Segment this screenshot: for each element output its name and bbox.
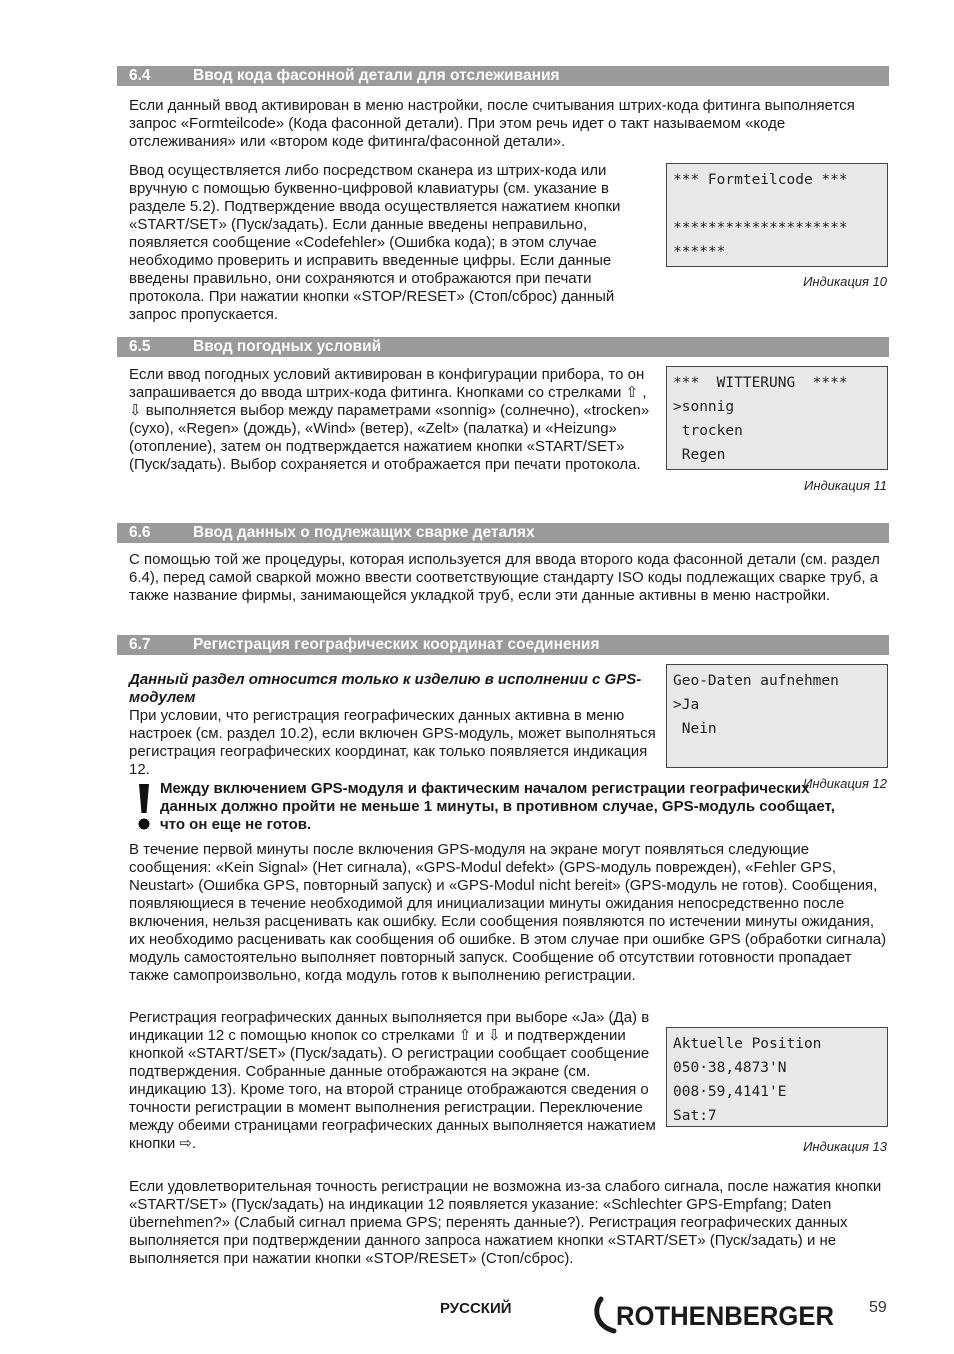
- paragraph-6-7-intro: При условии, что регистрация географических данных активна в меню настроек (см. раздел 10.2), если включен GPS-модуль, может выполняться регистрация географических координат, как только появляется индикация 12.: [129, 707, 656, 778]
- gps-note: Данный раздел относится только к изделию в исполнении с GPS-модулем: [129, 671, 642, 706]
- display-indication-13: [666, 1027, 888, 1127]
- display-line: trocken: [673, 423, 743, 439]
- caption-indication-10: Индикация 10: [803, 274, 887, 289]
- section-header-6-7: [117, 635, 889, 655]
- paragraph-6-4-input: Ввод осуществляется либо посредством сканера из штрих-кода или вручную с помощью буквенно-цифровой клавиатуры (см. указание в разделе 5.2). Подтверждение ввода осуществляется нажатием кнопки «START/SET» (Пуск/задать). Если данные введены неправильно, появляется сообщение «Codefehler» (Ошибка кода); в этом случае необходимо проверить и исправить введенные цифры. Если данные введены правильно, они сохраняются и отображаются при печати протокола. При нажатии кнопки «STOP/RESET» (Стоп/сброс) данный запрос пропускается.: [129, 162, 621, 323]
- exclamation-icon: [135, 782, 153, 832]
- section-number: 6.5: [129, 338, 151, 355]
- display-indication-11: [666, 366, 888, 470]
- footer-language: РУССКИЙ: [440, 1300, 512, 1317]
- section-title: Ввод кода фасонной детали для отслеживания: [193, 67, 560, 84]
- display-line: ********************: [673, 220, 848, 236]
- paragraph-6-7-weak-signal: Если удовлетворительная точность регистрации не возможна из-за слабого сигнала, после нажатия кнопки «START/SET» (Пуск/задать) на индикации 12 появляется указание: «Schlechter GPS-Empfang; Daten übernehmen?» (Слабый сигнал приема GPS; перенять данные?). Регистрация географических данных выполняется при подтверждении данного запроса нажатием кнопки «START/SET» (Пуск/задать) и не выполняется при нажатии кнопки «STOP/RESET» (Стоп/сброс).: [129, 1178, 882, 1267]
- display-line: Geo-Daten aufnehmen: [673, 673, 839, 689]
- paragraph-6-7-registration: Регистрация географических данных выполняется при выборе «Ja» (Да) в индикации 12 с помощью кнопок со стрелками ⇧ и ⇩ и подтверждении кнопкой «START/SET» (Пуск/задать). О регистрации сообщает сообщение подтверждения. Собранные данные отображаются на экране (см. индикацию 13). Кроме того, на второй странице отображаются сведения о точности регистрации в момент выполнения регистрации. Переключение между обеими страницами географических данных выполняется нажатием кнопки ⇨.: [129, 1009, 656, 1152]
- section-number: 6.4: [129, 67, 151, 84]
- paragraph-6-5: Если ввод погодных условий активирован в конфигурации прибора, то он запрашивается до ввода штрих-кода фитинга. Кнопками со стрелками ⇧ , ⇩ выполняется выбор между параметрами «sonnig» (солнечно), «trocken» (сухо), «Regen» (дождь), «Wind» (ветер), «Zelt» (палатка) и «Heizung» (отопление), затем он подтверждается нажатием кнопки «START/SET» (Пуск/задать). Выбор сохраняется и отображается при печати протокола.: [129, 366, 650, 473]
- display-line: *** Formteilcode ***: [673, 172, 848, 188]
- warning-text: Между включением GPS-модуля и фактическим началом регистрации географических данных должно пройти не меньше 1 минуты, в противном случае, GPS-модуль сообщает, что он еще не готов.: [160, 780, 835, 833]
- page-number: 59: [869, 1299, 887, 1316]
- display-line: 050·38,4873'N: [673, 1060, 787, 1076]
- section-number: 6.7: [129, 636, 151, 653]
- display-line: Nein: [673, 721, 717, 737]
- display-indication-10: [666, 163, 888, 267]
- display-indication-12: [666, 664, 888, 768]
- section-title: Ввод погодных условий: [193, 338, 382, 355]
- section-header-6-5: [117, 337, 889, 357]
- paragraph-6-4-intro: Если данный ввод активирован в меню настройки, после считывания штрих-кода фитинга выполняется запрос «Formteilcode» (Кода фасонной детали). При этом речь идет о такт называемом «коде отслеживания» или «втором коде фитинга/фасонной детали».: [129, 97, 855, 150]
- section-title: Ввод данных о подлежащих сварке деталях: [193, 524, 535, 541]
- display-line: 008·59,4141'E: [673, 1084, 787, 1100]
- display-line: >sonnig: [673, 399, 735, 415]
- caption-indication-12: Индикация 12: [803, 776, 887, 791]
- section-title: Регистрация географических координат соединения: [193, 636, 600, 653]
- display-line: Sat:7: [673, 1108, 717, 1124]
- logo-text: ROTHENBERGER: [616, 1301, 834, 1331]
- display-line: Regen: [673, 447, 726, 463]
- section-number: 6.6: [129, 524, 151, 541]
- section-header-6-6: [117, 523, 889, 543]
- rothenberger-logo: [594, 1296, 839, 1334]
- display-line: *** WITTERUNG ****: [673, 375, 848, 391]
- paragraph-6-6: С помощью той же процедуры, которая используется для ввода второго кода фасонной детали (см. раздел 6.4), перед самой сваркой можно ввести соответствующие стандарту ISO коды подлежащих сварке труб, а также название фирмы, занимающейся укладкой труб, если эти данные активны в меню настройки.: [129, 551, 880, 604]
- display-line: ******: [673, 244, 726, 260]
- section-header-6-4: [117, 66, 889, 86]
- display-line: >Ja: [673, 697, 700, 713]
- caption-indication-11: Индикация 11: [804, 478, 887, 493]
- caption-indication-13: Индикация 13: [803, 1139, 887, 1154]
- display-line: [673, 192, 887, 216]
- display-line: Aktuelle Position: [673, 1036, 822, 1052]
- paragraph-6-7-messages: В течение первой минуты после включения GPS-модуля на экране могут появляться следующие сообщения: «Kein Signal» (Нет сигнала), «GPS-Modul defekt» (GPS-модуль поврежден), «Fehler GPS, Neustart» (Ошибка GPS, повторный запуск) и «GPS-Modul nicht bereit» (GPS-модуль не готов). Сообщения, появляющиеся в течение необходимой для инициализации минуты ожидания непосредственно после включения, нельзя расценивать как ошибку. Если сообщения появляются по истечении минуты ожидания, их необходимо расценивать как сообщения об ошибке. В этом случае при ошибке GPS (обработки сигнала) модуль самостоятельно выполняет повторный запуск. Сообщение об отсутствии готовности пропадает также самопроизвольно, когда модуль готов к выполнению регистрации.: [129, 841, 887, 984]
